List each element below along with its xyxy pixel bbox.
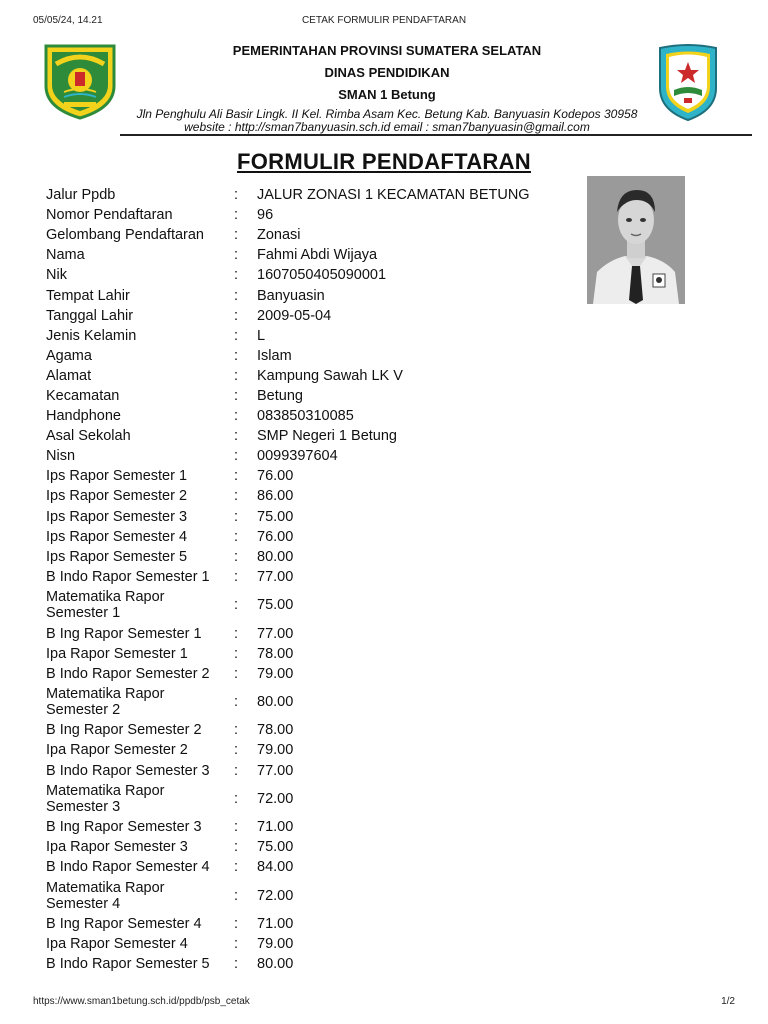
- field-separator: :: [234, 528, 239, 545]
- browser-print-header: [33, 15, 735, 29]
- field-label: Jalur Ppdb: [46, 187, 116, 204]
- print-datetime: 05/05/24, 14.21: [33, 15, 103, 26]
- field-value: 75.00: [257, 839, 294, 856]
- field-label: Ips Rapor Semester 3: [46, 508, 188, 525]
- field-separator: :: [234, 665, 239, 682]
- form-field-row: [46, 934, 586, 954]
- form-field-row: [46, 878, 586, 915]
- field-label: Nisn: [46, 448, 76, 465]
- form-title: FORMULIR PENDAFTARAN: [236, 149, 531, 174]
- field-separator: :: [234, 287, 239, 304]
- field-separator: :: [234, 428, 239, 445]
- field-label: Ips Rapor Semester 4: [46, 528, 188, 545]
- field-label: B Ing Rapor Semester 3: [46, 819, 202, 836]
- field-separator: :: [234, 790, 239, 807]
- form-field-row: [46, 185, 586, 205]
- field-value: 79.00: [257, 665, 294, 682]
- field-label: Tempat Lahir: [46, 287, 130, 304]
- form-field-row: [46, 306, 586, 326]
- school-emblem-logo: [656, 42, 720, 122]
- field-separator: :: [234, 247, 239, 264]
- form-field-row: [46, 386, 586, 406]
- field-separator: :: [234, 387, 239, 404]
- field-separator: :: [234, 625, 239, 642]
- field-label: Nik: [46, 267, 67, 284]
- field-label: Jenis Kelamin: [46, 327, 137, 344]
- form-field-row: [46, 781, 586, 818]
- field-value: Zonasi: [257, 227, 301, 244]
- field-label: B Ing Rapor Semester 2: [46, 722, 202, 739]
- form-field-row: [46, 527, 586, 547]
- field-value: 77.00: [257, 568, 294, 585]
- browser-print-footer: [33, 996, 735, 1010]
- form-field-row: [46, 914, 586, 934]
- form-field-row: [46, 623, 586, 643]
- form-field-row: [46, 366, 586, 386]
- form-field-row: [46, 644, 586, 664]
- field-label: Asal Sekolah: [46, 428, 131, 445]
- field-value: 80.00: [257, 956, 294, 973]
- form-field-row: [46, 587, 586, 624]
- form-field-row: [46, 446, 586, 466]
- field-label: Matematika Rapor Semester 3: [46, 782, 165, 815]
- school-emblem-icon: [656, 42, 720, 122]
- letterhead: [120, 43, 654, 134]
- field-separator: :: [234, 762, 239, 779]
- field-label: Matematika Rapor Semester 2: [46, 686, 165, 719]
- field-separator: :: [234, 597, 239, 614]
- form-field-row: [46, 346, 586, 366]
- form-field-row: [46, 486, 586, 506]
- field-value: 77.00: [257, 625, 294, 642]
- field-separator: :: [234, 839, 239, 856]
- field-label: Nama: [46, 247, 85, 264]
- field-value: 75.00: [257, 508, 294, 525]
- field-value: Islam: [257, 347, 292, 364]
- form-field-row: [46, 720, 586, 740]
- field-separator: :: [234, 367, 239, 384]
- field-separator: :: [234, 408, 239, 425]
- field-value: 72.00: [257, 887, 294, 904]
- field-value: 72.00: [257, 790, 294, 807]
- field-value: Banyuasin: [257, 287, 325, 304]
- field-separator: :: [234, 887, 239, 904]
- field-label: Matematika Rapor Semester 4: [46, 879, 165, 912]
- field-label: B Indo Rapor Semester 3: [46, 762, 210, 779]
- field-label: Ips Rapor Semester 1: [46, 468, 188, 485]
- field-value: 1607050405090001: [257, 267, 387, 284]
- field-separator: :: [234, 936, 239, 953]
- form-field-row: [46, 567, 586, 587]
- form-field-row: [46, 547, 586, 567]
- field-label: B Ing Rapor Semester 4: [46, 916, 202, 933]
- field-label: Kecamatan: [46, 387, 120, 404]
- form-field-row: [46, 225, 586, 245]
- field-separator: :: [234, 548, 239, 565]
- field-value: Fahmi Abdi Wijaya: [257, 247, 378, 264]
- province-emblem-icon: [42, 42, 118, 120]
- field-value: 083850310085: [257, 408, 354, 425]
- form-field-row: [46, 684, 586, 721]
- form-field-row: [46, 406, 586, 426]
- field-separator: :: [234, 742, 239, 759]
- field-separator: :: [234, 227, 239, 244]
- field-label: Agama: [46, 347, 92, 364]
- field-separator: :: [234, 267, 239, 284]
- field-label: Alamat: [46, 367, 92, 384]
- field-value: 86.00: [257, 488, 294, 505]
- form-field-row: [46, 857, 586, 877]
- field-separator: :: [234, 347, 239, 364]
- field-separator: :: [234, 645, 239, 662]
- print-document-title: CETAK FORMULIR PENDAFTARAN: [301, 15, 467, 26]
- field-label: Ipa Rapor Semester 4: [46, 936, 188, 953]
- field-label: Ipa Rapor Semester 2: [46, 742, 188, 759]
- field-value: 71.00: [257, 916, 294, 933]
- field-separator: :: [234, 722, 239, 739]
- field-label: Ips Rapor Semester 5: [46, 548, 188, 565]
- field-separator: :: [234, 508, 239, 525]
- field-value: L: [257, 327, 266, 344]
- school-name: SMAN 1 Betung: [338, 87, 436, 102]
- field-separator: :: [234, 694, 239, 711]
- field-label: B Ing Rapor Semester 1: [46, 625, 202, 642]
- applicant-portrait-icon: [587, 176, 685, 304]
- field-value: 76.00: [257, 528, 294, 545]
- field-value: 2009-05-04: [257, 307, 332, 324]
- school-address: Jln Penghulu Ali Basir Lingk. II Kel. Rimba Asam Kec. Betung Kab. Banyuasin Kodepos 30958: [136, 107, 638, 121]
- form-field-row: [46, 285, 586, 305]
- field-label: Ipa Rapor Semester 3: [46, 839, 188, 856]
- field-separator: :: [234, 488, 239, 505]
- field-value: 96: [257, 207, 274, 224]
- field-separator: :: [234, 916, 239, 933]
- form-field-row: [46, 761, 586, 781]
- field-separator: :: [234, 307, 239, 324]
- field-value: 79.00: [257, 936, 294, 953]
- form-field-row: [46, 265, 586, 285]
- field-label: Matematika Rapor Semester 1: [46, 589, 165, 622]
- field-separator: :: [234, 819, 239, 836]
- field-separator: :: [234, 327, 239, 344]
- field-value: 80.00: [257, 548, 294, 565]
- field-separator: :: [234, 568, 239, 585]
- field-label: Handphone: [46, 408, 121, 425]
- field-label: B Indo Rapor Semester 2: [46, 665, 210, 682]
- field-value: 84.00: [257, 859, 294, 876]
- form-field-row: [46, 326, 586, 346]
- field-value: 76.00: [257, 468, 294, 485]
- field-value: SMP Negeri 1 Betung: [257, 428, 397, 445]
- province-name: PEMERINTAHAN PROVINSI SUMATERA SELATAN: [232, 43, 542, 58]
- form-field-row: [46, 837, 586, 857]
- field-value: Kampung Sawah LK V: [257, 367, 403, 384]
- field-label: Tanggal Lahir: [46, 307, 134, 324]
- form-field-row: [46, 507, 586, 527]
- applicant-photo: [587, 176, 685, 304]
- field-label: B Indo Rapor Semester 4: [46, 859, 210, 876]
- field-value: 80.00: [257, 694, 294, 711]
- field-label: Ips Rapor Semester 2: [46, 488, 188, 505]
- field-value: 78.00: [257, 645, 294, 662]
- field-value: 77.00: [257, 762, 294, 779]
- registration-fields: [46, 185, 586, 974]
- field-separator: :: [234, 468, 239, 485]
- field-value: 75.00: [257, 597, 294, 614]
- form-field-row: [46, 954, 586, 974]
- field-label: Nomor Pendaftaran: [46, 207, 173, 224]
- letterhead-divider: [120, 134, 752, 136]
- field-separator: :: [234, 187, 239, 204]
- field-value: Betung: [257, 387, 303, 404]
- print-page-number: 1/2: [721, 996, 735, 1007]
- print-url: https://www.sman1betung.sch.id/ppdb/psb_cetak: [33, 996, 250, 1007]
- field-value: 0099397604: [257, 448, 338, 465]
- form-field-row: [46, 245, 586, 265]
- form-field-row: [46, 466, 586, 486]
- school-contact: website : http://sman7banyuasin.sch.id email : sman7banyuasin@gmail.com: [184, 120, 590, 134]
- field-separator: :: [234, 859, 239, 876]
- field-separator: :: [234, 448, 239, 465]
- form-field-row: [46, 205, 586, 225]
- field-value: 78.00: [257, 722, 294, 739]
- field-value: JALUR ZONASI 1 KECAMATAN BETUNG: [257, 187, 530, 204]
- field-separator: :: [234, 207, 239, 224]
- form-field-row: [46, 664, 586, 684]
- field-value: 79.00: [257, 742, 294, 759]
- department-name: DINAS PENDIDIKAN: [324, 65, 450, 80]
- field-label: Gelombang Pendaftaran: [46, 227, 204, 244]
- province-emblem-logo: [42, 42, 118, 120]
- form-field-row: [46, 740, 586, 760]
- field-separator: :: [234, 956, 239, 973]
- field-label: B Indo Rapor Semester 5: [46, 956, 210, 973]
- field-value: 71.00: [257, 819, 294, 836]
- form-field-row: [46, 426, 586, 446]
- form-field-row: [46, 817, 586, 837]
- field-label: B Indo Rapor Semester 1: [46, 568, 210, 585]
- field-label: Ipa Rapor Semester 1: [46, 645, 188, 662]
